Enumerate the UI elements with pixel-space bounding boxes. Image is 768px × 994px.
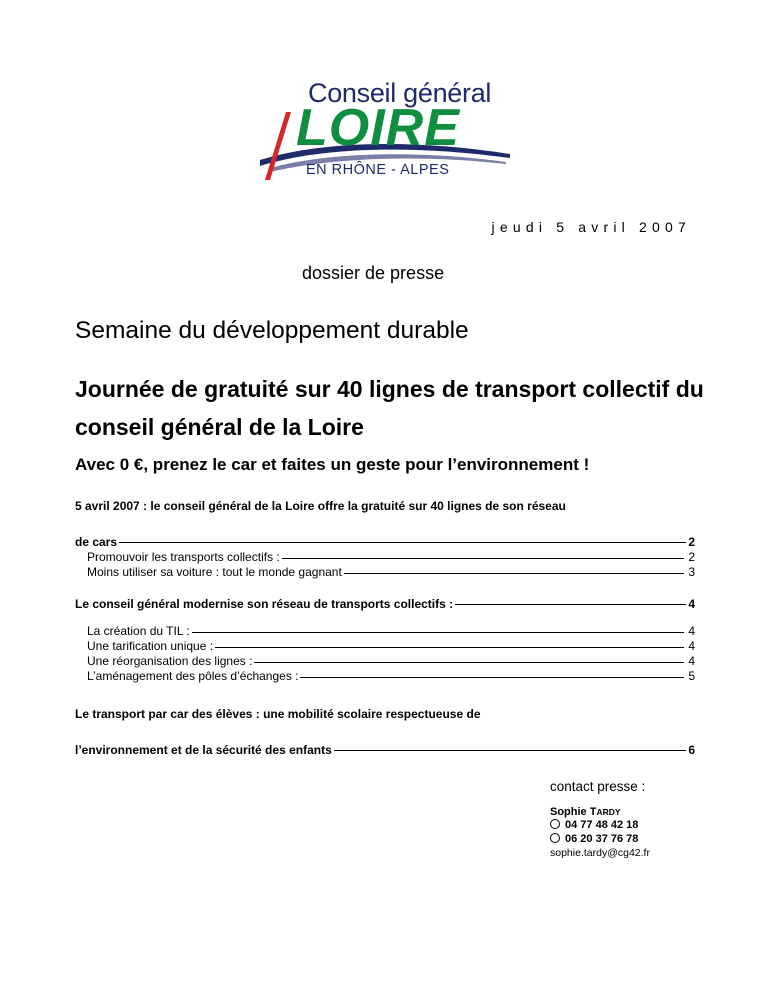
toc-item-label: L’aménagement des pôles d’échanges : (87, 669, 299, 683)
toc-item (87, 624, 695, 639)
toc-leader-line (215, 647, 684, 648)
logo-line-conseil-general: Conseil général (308, 78, 492, 108)
contact-title: contact presse : (550, 779, 646, 794)
toc-section-3-label-line2: l’environnement et de la sécurité des enfants (75, 743, 332, 757)
page-subheadline: Avec 0 €, prenez le car et faites un geste pour l’environnement ! (75, 455, 590, 474)
toc-section-2 (75, 597, 695, 611)
toc-leader-line (334, 750, 687, 751)
toc-item-label: Une tarification unique : (87, 639, 214, 653)
phone-icon (550, 833, 560, 843)
contact-phone-2-number: 06 20 37 76 78 (565, 833, 639, 845)
toc-item (87, 669, 695, 684)
toc-item (87, 654, 695, 669)
logo-loire-wordmark: LOIRE (296, 99, 460, 157)
toc-leader-line (300, 677, 684, 678)
toc-item-page: 3 (688, 565, 695, 579)
logo-line-rhone-alpes: EN RHÔNE - ALPES (306, 162, 450, 178)
press-contact (550, 779, 730, 860)
toc-section-2-label: Le conseil général modernise son réseau de transports collectifs : (75, 597, 454, 611)
toc-item-page: 4 (688, 639, 695, 653)
toc-leader-line (192, 632, 685, 633)
toc-item (87, 550, 695, 565)
phone-icon (550, 819, 560, 829)
toc-section-2-page: 4 (688, 597, 695, 611)
contact-email[interactable]: sophie.tardy@cg42.fr (550, 847, 650, 859)
contact-last-name-rest: ARDY (596, 807, 621, 817)
toc-section-1-items (87, 550, 695, 580)
toc-item-page: 5 (688, 669, 695, 683)
toc-leader-line (254, 662, 684, 663)
toc-item (87, 639, 695, 654)
toc-section-1-label-line1: 5 avril 2007 : le conseil général de la Loire offre la gratuité sur 40 lignes de son réseau (75, 499, 566, 513)
toc-section-1-page: 2 (688, 535, 695, 549)
contact-name (550, 806, 730, 818)
contact-phone-1 (550, 818, 730, 832)
toc-section-3-page: 6 (688, 743, 695, 757)
contact-phone-1-number: 04 77 48 42 18 (565, 819, 639, 831)
toc-section-1-label-line2: de cars (75, 535, 118, 549)
toc-item-page: 4 (688, 654, 695, 668)
toc-leader-line (344, 573, 685, 574)
toc-item-label: Moins utiliser sa voiture : tout le monde gagnant (87, 565, 342, 579)
contact-phone-2 (550, 832, 730, 846)
toc-item-label: Une réorganisation des lignes : (87, 654, 253, 668)
conseil-general-loire-logo (258, 72, 513, 184)
toc-leader-line (455, 604, 686, 605)
toc-item-label: La création du TIL : (87, 624, 190, 638)
toc-section-2-items (87, 624, 695, 684)
document-date: jeudi 5 avril 2007 (491, 219, 691, 235)
toc-item-page: 4 (688, 624, 695, 638)
toc-item-label: Promouvoir les transports collectifs : (87, 550, 280, 564)
page-headline: Journée de gratuité sur 40 lignes de transport collectif du conseil général de la Loire (75, 376, 704, 440)
toc-leader-line (119, 542, 686, 543)
toc-section-3-label-line1: Le transport par car des élèves : une mobilité scolaire respectueuse de (75, 707, 481, 721)
toc-section-3 (75, 696, 695, 768)
toc-leader-line (282, 558, 685, 559)
toc-item-page: 2 (688, 550, 695, 564)
document-type: dossier de presse (302, 263, 445, 283)
toc-item (87, 565, 695, 580)
contact-first-name: Sophie (550, 806, 587, 818)
event-title: Semaine du développement durable (75, 317, 469, 344)
contact-last-name-initial: T (589, 806, 597, 818)
